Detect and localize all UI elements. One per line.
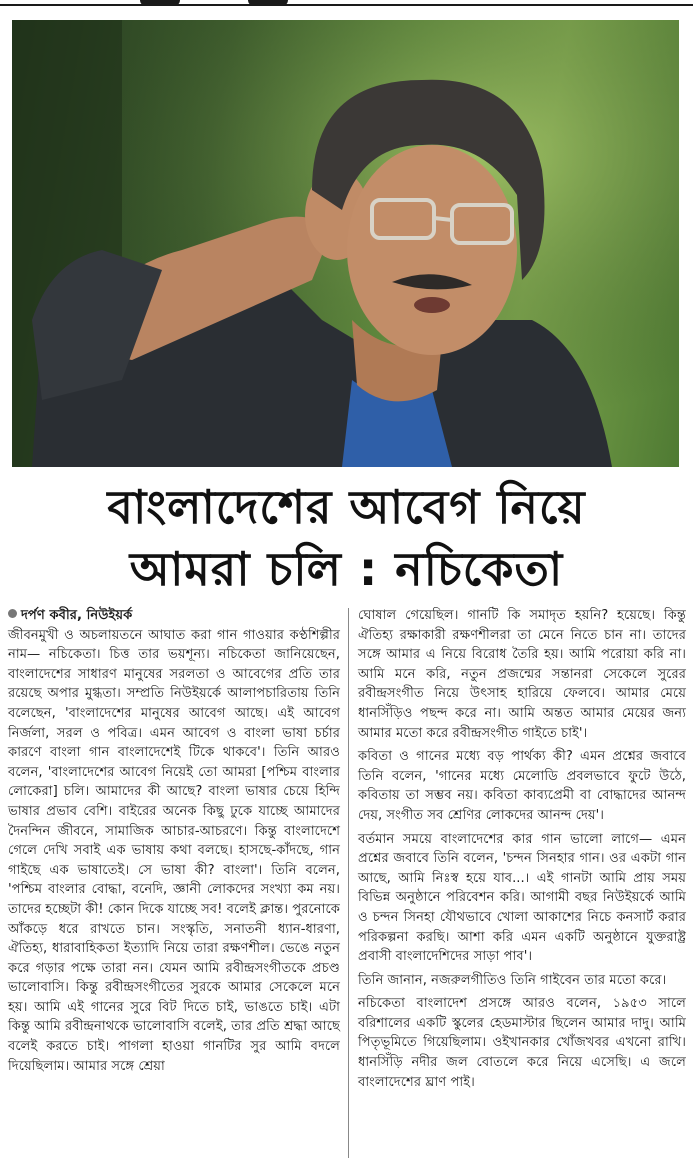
byline-text: দর্পণ কবীর, নিউইয়র্ক	[21, 608, 133, 623]
paragraph: বর্তমান সময়ে বাংলাদেশের কার গান ভালো লাগে— এমন প্রশ্নের জবাবে তিনি বলেন, 'চন্দন সিনহার গান। ওর একটা গান আছে, আমি নিঃস্ব হয়ে যাব...। এই গানটা আমি প্রায় সময় বিভিন্ন অনুষ্ঠানে পরিবেশন করি। আগামী বছর নিউইয়র্কে আমি ও চন্দন সিনহা যৌথভাবে খোলা আকাশের নিচে কনসার্ট করার পরিকল্পনা করছি। আশা করি এমন একটি অনুষ্ঠানে যুক্তরাষ্ট্র প্রবাসী বাংলাদেশিদের সাড়া পাব'।	[358, 831, 686, 965]
article-photo	[12, 20, 679, 467]
byline	[8, 606, 340, 626]
column-divider	[348, 608, 349, 1158]
portrait-illustration	[12, 20, 679, 467]
paragraph: ঘোষাল গেয়েছিল। গানটি কি সমাদৃত হয়নি? হয়েছে। কিন্তু ঐতিহ্য রক্ষাকারী রক্ষণশীলরা তা মেনে নিতে চান না। তাদের সঙ্গে আমার এ নিয়ে বিরোধ তৈরি হয়। আমি পরোয়া করি না। আমি মনে করি, নতুন প্রজন্মের সন্তানরা সেকেলে সুরের রবীন্দ্রসংগীত নিয়ে উৎসাহ হারিয়ে ফেলবে। আমার মেয়ে ধানসিঁড়িও পছন্দ করে না। আমি অন্তত আমার মেয়ের জন্য আমার মতো করে রবীন্দ্রসংগীত গাইতে চাই'।	[358, 608, 686, 741]
top-rule	[0, 4, 693, 6]
paragraph: কবিতা ও গানের মধ্যে বড় পার্থক্য কী? এমন প্রশ্নের জবাবে তিনি বলেন, 'গানের মধ্যে মেলোডি প্রবলভাবে ফুটে উঠে, কবিতায় তা সম্ভব নয়। কবিতা কাব্যপ্রেমী বা বোদ্ধাদের আনন্দ দেয়, সংগীত সব শ্রেণির লোকদের আনন্দ দেয়'।	[358, 749, 686, 823]
paragraph: জীবনমুখী ও অচলায়তনে আঘাত করা গান গাওয়ার কণ্ঠশিল্পীর নাম— নচিকেতা। চিত্ত তার ভয়শূন্য। নচিকেতা জানিয়েছেন, বাংলাদেশের সাধারণ মানুষের সরলতা ও আবেগের প্রতি তার রয়েছে অপার মুগ্ধতা। সম্প্রতি নিউইয়র্কে আলাপচারিতায় তিনি বলেছেন, 'বাংলাদেশের মানুষের আবেগ আছে। এই আবেগ নির্জলা, সরল ও পবিত্র। এমন আবেগ ও বাংলা ভাষা চর্চার কারণে বাংলা গান বাংলাদেশেই টিকে থাকবে'। তিনি আরও বলেন, 'বাংলাদেশের আবেগ নিয়েই তো আমরা [পশ্চিম বাংলার লোকেরা] চলি। আমাদের কী আছে? বাংলা ভাষার চেয়ে হিন্দি ভাষার প্রভাব বেশি। বাইরের অনেক কিছু ঢুকে যাচ্ছে আমাদের দৈনন্দিন জীবনে, সামাজিক আচার-আচরণে। কিন্তু বাংলাদেশে গেলে দেখি সবাই এক ভাষায় কথা বলছে। হাসছে-কাঁদছে, গান গাইছে এক ভাষাতেই। সে ভাষা কী? বাংলা'। তিনি বলেন, 'পশ্চিম বাংলার বোদ্ধা, বনেদি, জ্ঞানী লোকদের সংখ্যা কম নয়। তাদের হচ্ছেটা কী! কোন দিকে যাচ্ছে সব! বলেই ক্লান্ত। পুরনোকে আঁকড়ে ধরে রাখতে চান। সংস্কৃতি, সনাতনী ধ্যান-ধারণা, ঐতিহ্য, ধারাবাহিকতা ইত্যাদি নিয়ে তারা রক্ষণশীল। ভেঙে নতুন করে গড়ার পক্ষে তারা নন। যেমন আমি রবীন্দ্রসংগীতকে প্রচণ্ড ভালোবাসি। কিন্তু রবীন্দ্রসংগীতের সুরকে আমার সেকেলে মনে হয়। আমি এই গানের সুরে বিট দিতে চাই, ভাঙতে চাই। এটা কিন্তু আমি রবীন্দ্রনাথকে ভালোবাসি বলেই, তার প্রতি শ্রদ্ধা আছে বলেই করতে চাই। পাগলা হাওয়া গানটির সুর আমি বদলে দিয়েছিলাম। আমার সঙ্গে শ্রেয়া	[8, 627, 340, 1074]
top-tab-right	[248, 0, 288, 6]
headline-line-1: বাংলাদেশের আবেগ নিয়ে	[107, 480, 586, 534]
paragraph: নচিকেতা বাংলাদেশ প্রসঙ্গে আরও বলেন, ১৯৫৩ সালে বরিশালের একটি স্কুলের হেডমাস্টার ছিলেন আমার দাদু। আমি পিতৃভূমিতে গিয়েছিলাম। ওইখানকার খোঁজখবর এখনো রাখি। ধানসিঁড়ি নদীর জল বোতলে করে নিয়ে এসেছি। এ জলে বাংলাদেশের ঘ্রাণ পাই।	[358, 996, 686, 1090]
bullet-icon	[8, 609, 17, 618]
page-top-border	[0, 0, 693, 8]
top-tab-left	[140, 0, 180, 6]
headline-line-2: আমরা চলি : নচিকেতা	[129, 542, 564, 596]
paragraph: তিনি জানান, নজরুলগীতিও তিনি গাইবেন তার মতো করে।	[358, 972, 667, 988]
article-column-left	[8, 606, 340, 1076]
article-column-right	[358, 606, 686, 1092]
